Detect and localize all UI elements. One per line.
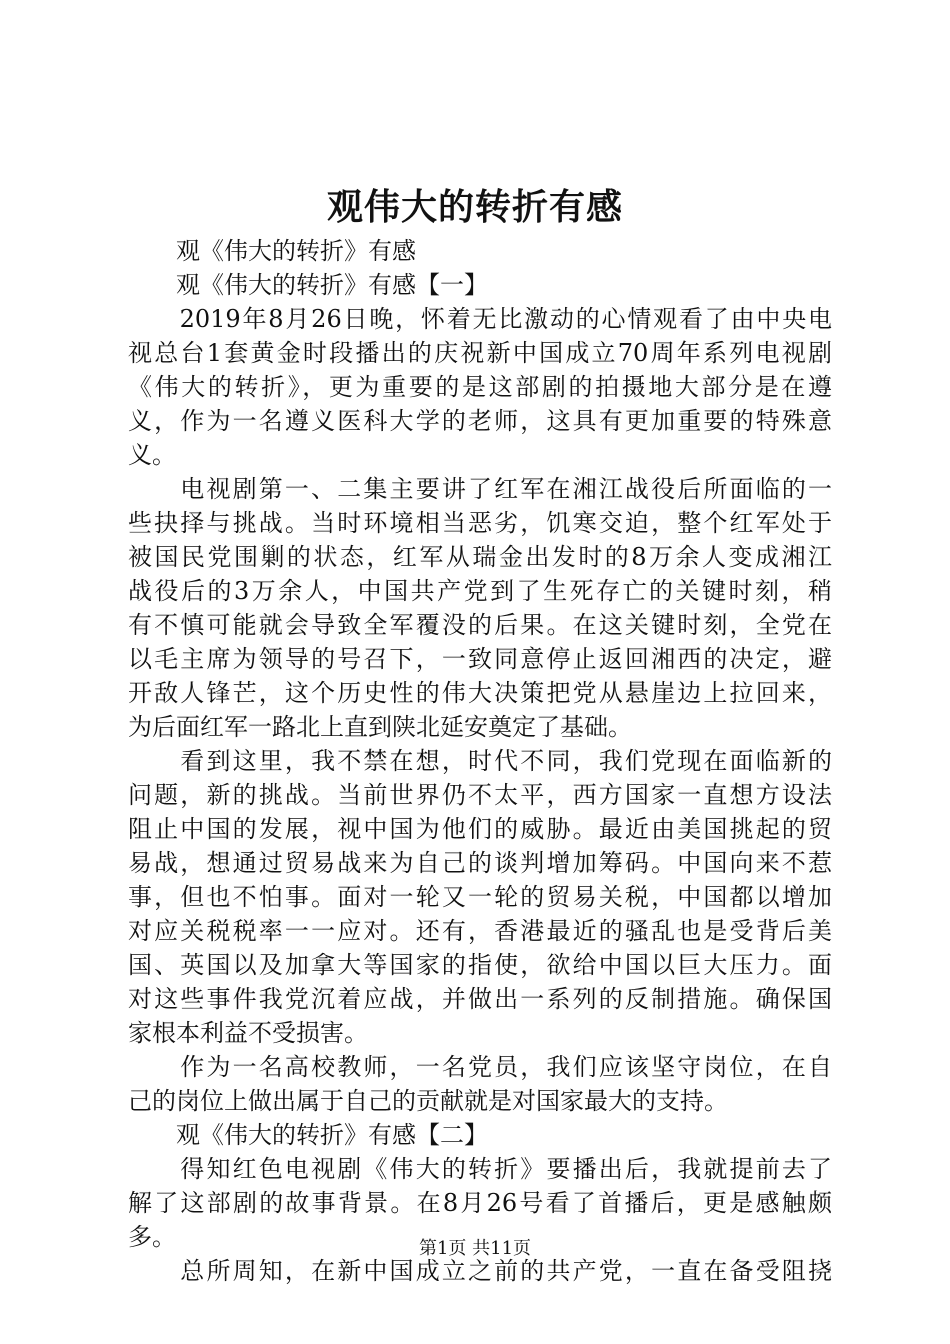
body-line: 己的岗位上做出属于自己的贡献就是对国家最大的支持。 (128, 1087, 728, 1115)
body-line: 阻止中国的发展，视中国为他们的威胁。最近由美国挑起的贸 (128, 815, 832, 843)
body-line: 电视剧第一、二集主要讲了红军在湘江战役后所面临的一 (128, 475, 832, 503)
body-line: 多。 (128, 1223, 176, 1251)
document-body (128, 234, 832, 1288)
body-line: 为后面红军一路北上直到陕北延安奠定了基础。 (128, 713, 632, 741)
body-line: 战役后的3万余人，中国共产党到了生死存亡的关键时刻，稍 (128, 577, 832, 605)
body-line: 些抉择与挑战。当时环境相当恶劣，饥寒交迫，整个红军处于 (128, 509, 832, 537)
document-title: 观伟大的转折有感 (326, 186, 623, 228)
body-line: 总所周知，在新中国成立之前的共产党，一直在备受阻挠 (128, 1257, 832, 1285)
body-line: 《伟大的转折》，更为重要的是这部剧的拍摄地大部分是在遵 (128, 373, 832, 401)
body-line: 观《伟大的转折》有感 (128, 237, 416, 265)
body-line: 有不慎可能就会导致全军覆没的后果。在这关键时刻，全党在 (128, 611, 832, 639)
body-line: 国、英国以及加拿大等国家的指使，欲给中国以巨大压力。面 (128, 951, 832, 979)
body-line: 对应关税税率一一应对。还有，香港最近的骚乱也是受背后美 (128, 917, 832, 945)
body-line: 作为一名高校教师，一名党员，我们应该坚守岗位，在自 (128, 1053, 832, 1081)
page-footer: 第1页 共11页 (418, 1238, 532, 1259)
body-line: 家根本利益不受损害。 (128, 1019, 368, 1047)
body-line: 义，作为一名遵义医科大学的老师，这具有更加重要的特殊意 (128, 407, 832, 435)
body-line: 义。 (128, 441, 176, 469)
body-line: 解了这部剧的故事背景。在8月26号看了首播后，更是感触颇 (128, 1189, 832, 1217)
body-line: 对这些事件我党沉着应战，并做出一系列的反制措施。确保国 (128, 985, 832, 1013)
body-line: 易战，想通过贸易战来为自己的谈判增加筹码。中国向来不惹 (128, 849, 832, 877)
body-line: 得知红色电视剧《伟大的转折》要播出后，我就提前去了 (128, 1155, 832, 1183)
body-line: 被国民党围剿的状态，红军从瑞金出发时的8万余人变成湘江 (128, 543, 832, 571)
body-line: 问题，新的挑战。当前世界仍不太平，西方国家一直想方设法 (128, 781, 832, 809)
body-line: 2019年8月26日晚，怀着无比激动的心情观看了由中央电 (128, 305, 832, 333)
body-line: 视总台1套黄金时段播出的庆祝新中国成立70周年系列电视剧 (128, 339, 832, 367)
body-line: 开敌人锋芒，这个历史性的伟大决策把党从悬崖边上拉回来， (128, 679, 832, 707)
body-line: 看到这里，我不禁在想，时代不同，我们党现在面临新的 (128, 747, 832, 775)
body-line: 观《伟大的转折》有感【二】 (128, 1121, 488, 1149)
body-line: 观《伟大的转折》有感【一】 (128, 271, 488, 299)
body-line: 事，但也不怕事。面对一轮又一轮的贸易关税，中国都以增加 (128, 883, 832, 911)
body-line: 以毛主席为领导的号召下，一致同意停止返回湘西的决定，避 (128, 645, 832, 673)
